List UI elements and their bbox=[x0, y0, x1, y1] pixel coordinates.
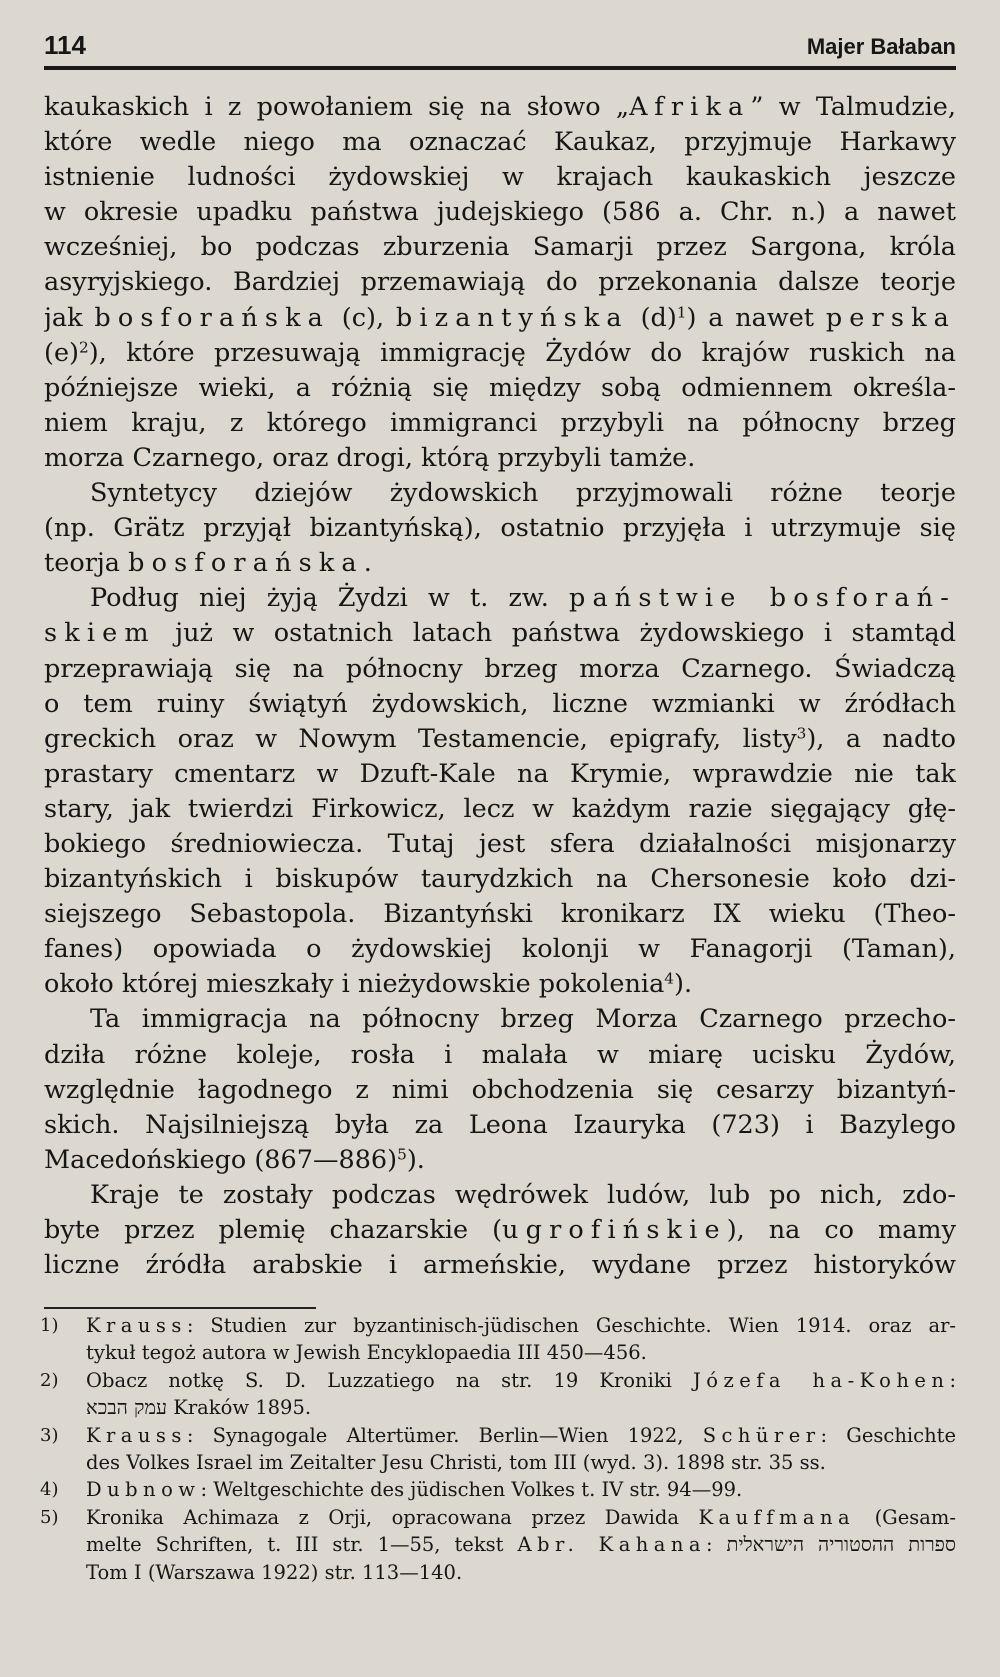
footnote-4 bbox=[40, 1476, 956, 1503]
text-line: $(e)^2$), które przesuwają immigrację Żydów do krajów ruskich na bbox=[44, 337, 956, 368]
text-line: bokiego średniowiecza. Tutaj jest sfera działalności misjonarzy bbox=[44, 828, 956, 859]
running-head: Majer Bałaban bbox=[806, 34, 956, 59]
footnote-ref: 1 bbox=[676, 303, 687, 322]
footnote-ref: 5 bbox=[397, 1145, 407, 1164]
footnote-mark: 4) bbox=[40, 1479, 59, 1501]
text-line: Syntetycy dziejów żydowskich przyjmowali różne teorje bbox=[90, 478, 956, 509]
text-line: około której mieszkały i nieżydowskie pokolenia$^4$). bbox=[44, 969, 693, 1000]
page-header bbox=[44, 30, 956, 66]
text-line: liczne źródła arabskie i armeńskie, wydane przez historyków bbox=[44, 1250, 956, 1281]
page-number: 114 bbox=[44, 30, 86, 60]
text-line: prastary cmentarz w Dzuft-Kale na Krymie, wprawdzie nie tak bbox=[44, 758, 956, 789]
footnote-line: Dubnow: Weltgeschichte des jüdischen Volkes t. IV str. 94—99. bbox=[86, 1478, 743, 1502]
text-line: byte przez plemię chazarskie (ugrofińskie), na co mamy bbox=[44, 1215, 956, 1245]
footnote-ref: 3 bbox=[796, 724, 807, 743]
text-line: Macedońskiego (867—886)$^5$). bbox=[44, 1144, 425, 1175]
text-line: dziła różne koleje, rosła i malała w miarę ucisku Żydów, bbox=[44, 1039, 956, 1070]
text-line: teorja bosforańska. bbox=[44, 548, 372, 579]
text-line: przeprawiają się na północny brzeg morza Czarnego. Świadczą bbox=[44, 653, 956, 684]
text-line: asyryjskiego. Bardziej przemawiają do przekonania dalsze teorje bbox=[44, 267, 956, 298]
text-line: greckich oraz w Nowym Testamencie, epigrafy, listy$^3$), a nadto bbox=[44, 723, 956, 754]
text-line: jak bosforańska (c), bizantyńska $(d)^1$) a nawet perska bbox=[44, 302, 956, 333]
text-line: fanes) opowiada o żydowskiej kolonji w Fanagorji (Taman), bbox=[44, 934, 956, 965]
main-text bbox=[44, 90, 956, 1283]
footnote-line: Obacz notkę S. D. Luzzatiego na str. 19 Kroniki Józefa ha-Kohen: bbox=[86, 1368, 956, 1392]
text-line: Podług niej żyją Żydzi w t. zw. państwie bosforań- bbox=[90, 583, 956, 614]
footnote-rule bbox=[44, 1307, 316, 1309]
footnote-5 bbox=[40, 1504, 956, 1586]
footnote-mark: 2) bbox=[40, 1369, 59, 1391]
text-line: istnienie ludności żydowskiej w krajach kaukaskich jeszcze bbox=[44, 162, 956, 193]
text-line: skiem już w ostatnich latach państwa żydowskiego i stamtąd bbox=[44, 618, 956, 649]
footnote-line: Kronika Achimaza z Orji, opracowana przez Dawida Kauffmana (Gesam- bbox=[86, 1505, 956, 1529]
text-line: siejszego Sebastopola. Bizantyński kronikarz IX wieku (Theo- bbox=[44, 899, 956, 930]
footnote-line: des Volkes Israel im Zeitalter Jesu Christi, tom III (wyd. 3). 1898 str. 35 ss. bbox=[86, 1450, 826, 1474]
footnote-line: melte Schriften, t. III str. 1—55, tekst Abr. Kahana: ספרות ההסטוריה הישראלית bbox=[86, 1533, 956, 1557]
footnote-line: tykuł tegoż autora w Jewish Encyklopaedia III 450—456. bbox=[86, 1341, 647, 1365]
footnote-line: Krauss: Studien zur byzantinisch-jüdischen Geschichte. Wien 1914. oraz ar- bbox=[86, 1314, 956, 1337]
footnotes bbox=[40, 1312, 956, 1586]
text-line: późniejsze wieki, a różnią się między sobą odmiennem określa- bbox=[44, 372, 956, 403]
text-line: niem kraju, z którego immigranci przybyli na północny brzeg bbox=[44, 407, 956, 438]
footnote-mark: 3) bbox=[40, 1424, 59, 1446]
footnote-3 bbox=[40, 1422, 956, 1477]
text-line: wcześniej, bo podczas zburzenia Samarji przez Sargona, króla bbox=[44, 232, 956, 263]
text-line: które wedle niego ma oznaczać Kaukaz, przyjmuje Harkawy bbox=[44, 127, 956, 158]
text-line: morza Czarnego, oraz drogi, którą przybyli tamże. bbox=[44, 442, 696, 473]
text-line: skich. Najsilniejszą była za Leona Izauryka (723) i Bazylego bbox=[44, 1109, 956, 1140]
text-line: bizantyńskich i biskupów taurydzkich na Chersonesie koło dzi- bbox=[44, 864, 956, 895]
header-rule bbox=[44, 66, 956, 70]
text-line: względnie łagodnego z nimi obchodzenia się cesarzy bizantyń- bbox=[44, 1074, 956, 1105]
footnote-line: עמק הבכא Kraków 1895. bbox=[86, 1396, 312, 1420]
footnote-line: Krauss: Synagogale Altertümer. Berlin—Wien 1922, Schürer: Geschichte bbox=[86, 1423, 956, 1447]
footnote-ref: 2 bbox=[79, 338, 89, 357]
text-line: w okresie upadku państwa judejskiego (586 a. Chr. n.) a nawet bbox=[44, 197, 956, 228]
footnote-mark: 5) bbox=[40, 1506, 59, 1528]
footnote-2 bbox=[40, 1367, 956, 1422]
footnote-1 bbox=[40, 1312, 956, 1367]
footnote-line: Tom I (Warszawa 1922) str. 113—140. bbox=[86, 1560, 463, 1584]
footnote-ref: 4 bbox=[664, 969, 675, 988]
text-line: Ta immigracja na północny brzeg Morza Czarnego przecho- bbox=[90, 1004, 956, 1035]
text-line: (np. Grätz przyjął bizantyńską), ostatnio przyjęła i utrzymuje się bbox=[44, 513, 956, 544]
text-line: kaukaskich i z powołaniem się na słowo „Afrika” w Talmudzie, bbox=[44, 92, 956, 122]
text-line: Kraje te zostały podczas wędrówek ludów, lub po nich, zdo- bbox=[90, 1179, 956, 1210]
text-line: stary, jak twierdzi Firkowicz, lecz w każdym razie sięgający głę- bbox=[44, 793, 956, 824]
footnote-mark: 1) bbox=[40, 1315, 59, 1336]
text-line: o tem ruiny świątyń żydowskich, liczne wzmianki w źródłach bbox=[44, 688, 956, 719]
